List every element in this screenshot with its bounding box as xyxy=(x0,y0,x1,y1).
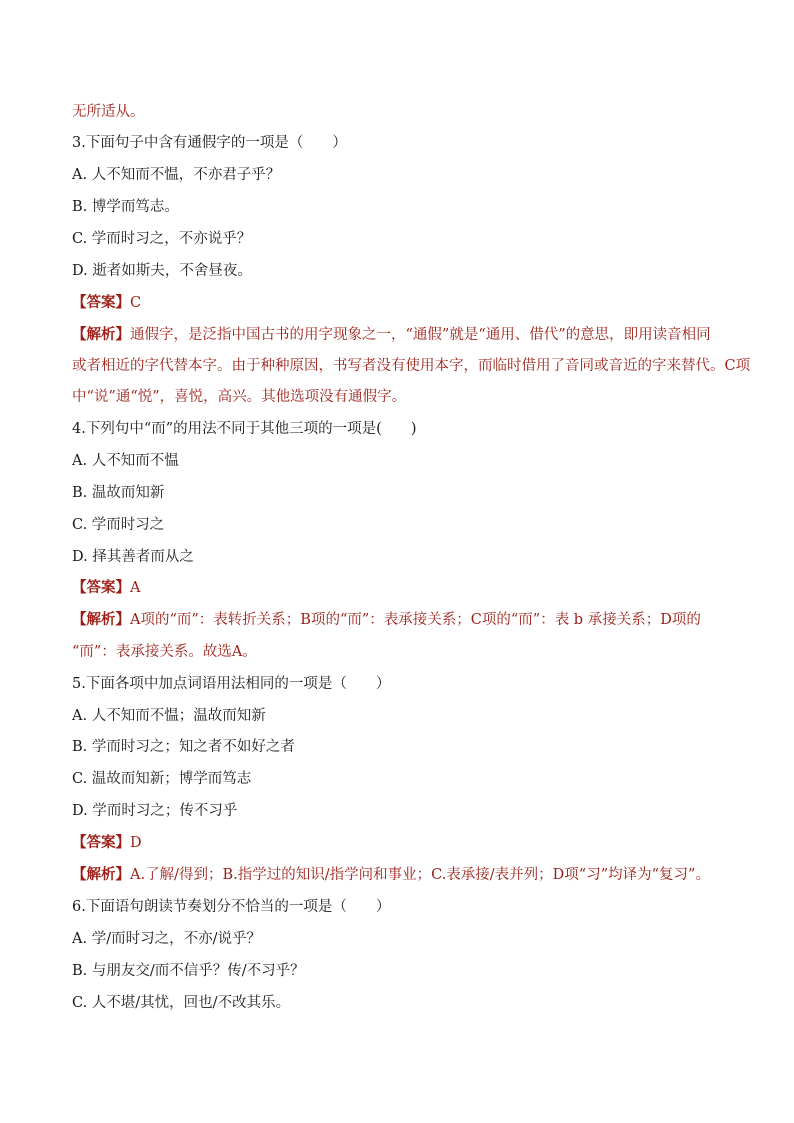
question-4-option-c: C. 学而时习之 xyxy=(72,517,165,533)
answer-tag: 【答案】 xyxy=(72,294,130,311)
analysis-tag: 【解析】 xyxy=(72,866,130,883)
question-4-analysis-line-2: “而”：表承接关系。故选A。 xyxy=(72,644,257,660)
question-6-option-c: C. 人不堪/其忧，回也/不改其乐。 xyxy=(72,995,291,1011)
answer-value: C xyxy=(130,295,142,311)
carryover-text: 无所适从。 xyxy=(72,104,145,120)
question-5-option-c: C. 温故而知新；博学而笃志 xyxy=(72,771,252,787)
question-4-option-d: D. 择其善者而从之 xyxy=(72,549,194,565)
question-3-analysis-line-3: 中“说”通“悦”，喜悦，高兴。其他选项没有通假字。 xyxy=(72,389,407,405)
question-5-option-d: D. 学而时习之；传不习乎 xyxy=(72,803,238,819)
analysis-text: 通假字，是泛指中国古书的用字现象之一，“通假”就是“通用、借代”的意思，即用读音相同 xyxy=(130,327,711,343)
answer-tag: 【答案】 xyxy=(72,834,130,851)
question-6-option-a: A. 学/而时习之，不亦/说乎？ xyxy=(72,931,261,947)
question-4-answer xyxy=(72,578,140,598)
question-3-answer xyxy=(72,293,141,313)
analysis-text: A.了解/得到；B.指学过的知识/指学问和事业；C.表承接/表并列；D项“习”均译为“复习”。 xyxy=(130,867,710,883)
question-3-option-a: A. 人不知而不愠，不亦君子乎？ xyxy=(72,167,281,183)
analysis-text: A项的“而”：表转折关系；B项的“而”：表承接关系；C项的“而”：表 b 承接关系；D项的 xyxy=(130,612,701,628)
answer-value: A xyxy=(130,580,141,596)
analysis-tag: 【解析】 xyxy=(72,326,130,343)
question-3-option-b: B. 博学而笃志。 xyxy=(72,199,179,215)
question-4-option-a: A. 人不知而不愠 xyxy=(72,453,179,469)
question-5-option-b: B. 学而时习之；知之者不如好之者 xyxy=(72,739,295,755)
answer-value: D xyxy=(130,835,142,851)
question-5-answer xyxy=(72,833,142,853)
question-4-option-b: B. 温故而知新 xyxy=(72,485,165,501)
question-3-analysis-line-1 xyxy=(72,325,711,345)
question-6-option-b: B. 与朋友交/而不信乎？传/不习乎？ xyxy=(72,963,305,979)
analysis-tag: 【解析】 xyxy=(72,611,130,628)
question-3-option-d: D. 逝者如斯夫，不舍昼夜。 xyxy=(72,263,252,279)
question-4-stem: 4.下列句中“而”的用法不同于其他三项的一项是( ) xyxy=(72,421,417,437)
question-5-option-a: A. 人不知而不愠；温故而知新 xyxy=(72,708,266,724)
question-3-option-c: C. 学而时习之，不亦说乎？ xyxy=(72,231,252,247)
answer-tag: 【答案】 xyxy=(72,579,130,596)
question-6-stem: 6.下面语句朗读节奏划分不恰当的一项是（ ） xyxy=(72,899,391,915)
question-5-stem: 5.下面各项中加点词语用法相同的一项是（ ） xyxy=(72,676,391,692)
question-3-stem: 3.下面句子中含有通假字的一项是（ ） xyxy=(72,135,347,151)
question-4-analysis-line-1 xyxy=(72,610,701,630)
question-3-analysis-line-2: 或者相近的字代替本字。由于种种原因，书写者没有使用本字，而临时借用了音同或音近的字来替代。C项 xyxy=(72,358,751,374)
question-5-analysis-line-1 xyxy=(72,865,710,885)
